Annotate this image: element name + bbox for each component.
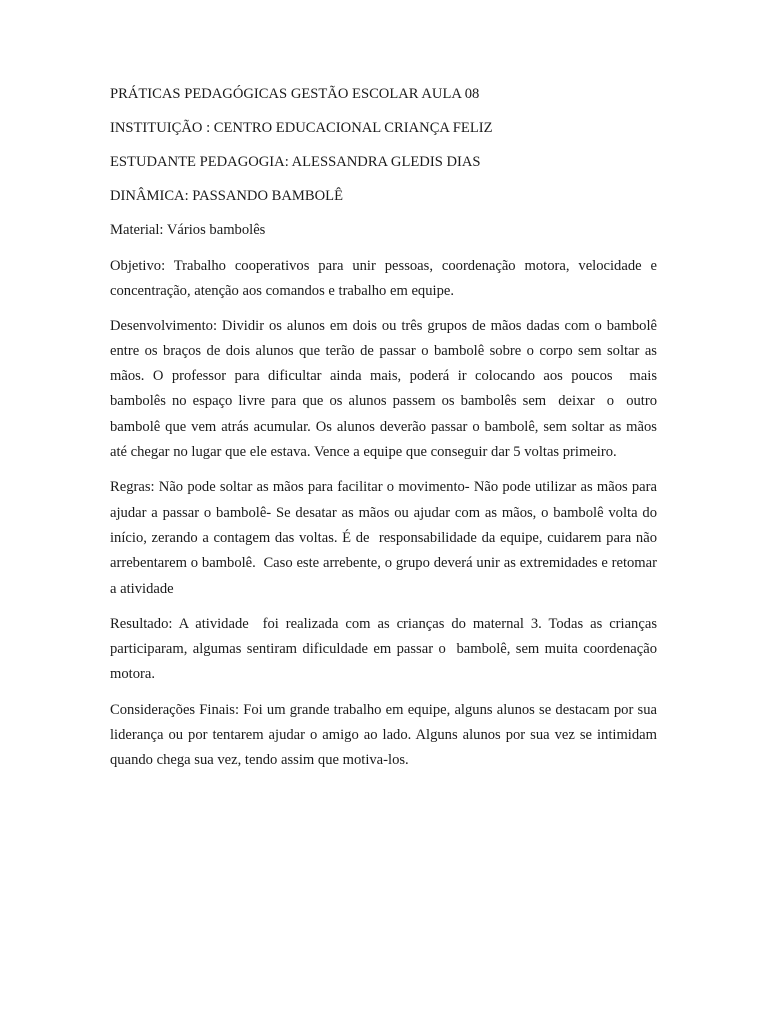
rules-paragraph: Regras: Não pode soltar as mãos para facilitar o movimento- Não pode utilizar as mãos para ajudar a passar o bambolê- Se desatar as mãos ou ajudar com as mãos, o bambolê volta do início, zerando a contagem das voltas. É de responsabilidade da equipe, cuidarem para não arrebentarem o bambolê. Caso este arrebente, o grupo deverá unir as extremidades e retomar a atividade [110,479,661,597]
dynamic-line: DINÂMICA: PASSANDO BAMBOLÊ [110,188,343,204]
material-line: Material: Vários bambolês [110,222,266,238]
result-paragraph: Resultado: A atividade foi realizada com as crianças do maternal 3. Todas as crianças participaram, algumas sentiram dificuldade em passar o bambolê, sem muita coordenação motora. [110,615,661,683]
institution-line: INSTITUIÇÃO : CENTRO EDUCACIONAL CRIANÇA FELIZ [110,120,493,136]
final-considerations-paragraph: Considerações Finais: Foi um grande trabalho em equipe, alguns alunos se destacam por sua liderança ou por tentarem ajudar o amigo ao lado. Alguns alunos por sua vez se intimidam quando chega sua vez, tendo assim que motiva-los. [110,701,665,769]
student-line: ESTUDANTE PEDAGOGIA: ALESSANDRA GLEDIS DIAS [110,154,481,170]
development-paragraph: Desenvolvimento: Dividir os alunos em dois ou três grupos de mãos dadas com o bambolê entre os braços de dois alunos que terão de passar o bambolê sobre o corpo sem soltar as mãos. O professor para dificultar ainda mais, poderá ir colocando aos poucos mais bambolês no espaço livre para que os alunos passem os bambolês sem deixar o outro bambolê que vem atrás acumular. Os alunos deverão passar o bambolê, sem soltar as mãos até chegar no lugar que ele estava. Vence a equipe que conseguir dar 5 voltas primeiro. [110,317,665,461]
document-title: PRÁTICAS PEDAGÓGICAS GESTÃO ESCOLAR AULA 08 [110,86,480,102]
document-page [110,84,665,784]
objective-paragraph: Objetivo: Trabalho cooperativos para unir pessoas, coordenação motora, velocidade e concentração, atenção aos comandos e trabalho em equipe. [110,258,661,300]
